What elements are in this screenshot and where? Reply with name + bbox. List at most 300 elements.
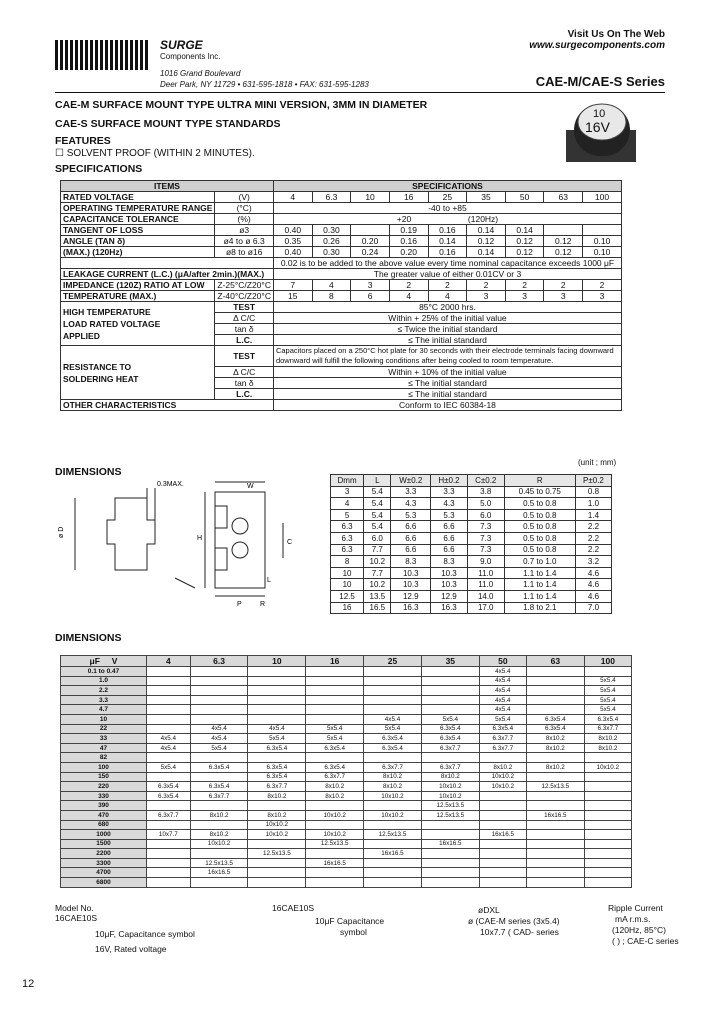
size-cell: 16x16.5 [421, 839, 479, 849]
size-cell [248, 705, 306, 715]
table-row [61, 791, 632, 801]
specifications-heading: SPECIFICATIONS [55, 163, 143, 175]
size-cell: 12.5x13.5 [190, 858, 248, 868]
size-cell: 4x5.4 [364, 714, 422, 724]
table-row [61, 705, 632, 715]
size-cell: 6.3x5.4 [248, 772, 306, 782]
table-row [61, 724, 632, 734]
drawing-label-p: P [237, 601, 242, 608]
voltage-header: 10 [248, 656, 306, 667]
size-cell [364, 878, 422, 888]
size-cell: 6.3x7.7 [479, 734, 526, 744]
voltage-header: 35 [421, 656, 479, 667]
voltage-header: 4 [147, 656, 191, 667]
size-cell: 8x10.2 [479, 762, 526, 772]
size-cell [584, 753, 631, 763]
size-cell: 6.3x5.4 [306, 762, 364, 772]
size-cell: 6.3x5.4 [364, 734, 422, 744]
size-cell: 6.3x7.7 [306, 772, 364, 782]
capacitance-cell: 4.7 [61, 705, 147, 715]
size-cell [147, 849, 191, 859]
legend-ripple-1: Ripple Current [608, 903, 663, 913]
size-cell: 8x10.2 [190, 810, 248, 820]
table-row [61, 878, 632, 888]
size-cell: 5x5.4 [584, 705, 631, 715]
size-cell: 5x5.4 [147, 762, 191, 772]
size-cell: 5x5.4 [306, 734, 364, 744]
size-cell: 8x10.2 [306, 791, 364, 801]
size-cell [190, 714, 248, 724]
capacitance-cell: 1000 [61, 830, 147, 840]
size-cell [190, 667, 248, 677]
size-cell [584, 878, 631, 888]
table-row [61, 714, 632, 724]
size-cell [364, 676, 422, 686]
table-row: 8 10.2 8.3 8.3 9.0 0.7 to 1.0 3.2 [331, 556, 612, 568]
size-cell: 6.3x5.4 [584, 714, 631, 724]
dimension-table: Dmm L W±0.2 H±0.2 C±0.2 R P±0.2 3 5.4 3.3 3.3 3.8 0.45 to 0.75 0.8 4 5.4 4.3 4.3 5.0 0.5 to 0.8 1.0 5 5.4 5.3 5.3 6.0 0.5 to 0.8 1.4 6.3 5.4 6.6 6.6 7.3 0.5 to 0.8 2.2 6.3 6.0 6.6 6.6 7.3 0.5 to 0.8 2.2 6.3 7.7 6.6 6.6 7.3 0.5 to 0.8 2.2 8 10.2 8.3 8.3 9.0 0.7 to 1.0 3.2 10 7.7 10.3 10.3 11.0 1.1 to 1.4 4.6 10 10.2 10.3 10.3 11.0 1.1 to 1.4 4.6 12.5 13.5 12.9 12.9 14.0 1.1 to 1.4 4.6 16 16.5 16.3 16.3 17.0 1.8 to 2.1 7.0 [330, 474, 612, 614]
size-cell [147, 858, 191, 868]
size-cell [190, 705, 248, 715]
size-cell: 6.3x5.4 [190, 762, 248, 772]
specifications-table [60, 180, 622, 411]
spec-header-specs: SPECIFICATIONS [273, 181, 621, 192]
size-cell: 6.3x5.4 [364, 743, 422, 753]
size-cell: 5x5.4 [248, 734, 306, 744]
table-row: 12.5 13.5 12.9 12.9 14.0 1.1 to 1.4 4.6 [331, 590, 612, 602]
size-cell: 8x10.2 [364, 782, 422, 792]
size-cell: 6.3x7.7 [479, 743, 526, 753]
row-tan-2: ANGLE (TAN δ) ø4 to ø 6.3 0.35 0.26 0.20 0.16 0.14 0.12 0.12 0.12 0.10 [61, 236, 622, 247]
size-cell: 6.3x7.7 [584, 724, 631, 734]
size-cell [364, 753, 422, 763]
size-cell: 4x5.4 [479, 705, 526, 715]
size-cell [584, 830, 631, 840]
size-cell: 6.3x7.7 [190, 791, 248, 801]
size-cell [526, 753, 584, 763]
size-cell [526, 667, 584, 677]
table-row [61, 830, 632, 840]
row-rs-dc: Δ C/C Within + 10% of the initial value [61, 367, 622, 378]
company-logo [55, 40, 150, 70]
table-row [61, 743, 632, 753]
unit-label: (unit ; mm) [578, 458, 617, 467]
table-row [61, 772, 632, 782]
row-rs-test: RESISTANCE TO SOLDERING HEAT TEST Capacitors placed on a 250°C hot plate for 30 seconds with their electrode terminals facing downward downward will fulfill the following conditions after being cooled to room temperature. [61, 346, 622, 367]
size-cell [248, 839, 306, 849]
capacitor-label-1: 10 [593, 108, 606, 120]
legend-capacitance: 10μF, Capacitance symbol [95, 929, 195, 939]
size-cell [248, 695, 306, 705]
size-cell [147, 676, 191, 686]
size-cell [248, 676, 306, 686]
table-row [61, 839, 632, 849]
features-heading: FEATURES [55, 135, 111, 147]
size-cell [306, 849, 364, 859]
size-cell [479, 820, 526, 830]
capacitance-cell: 100 [61, 762, 147, 772]
size-cell [526, 772, 584, 782]
size-cell [526, 839, 584, 849]
legend-ripple-4: ( ) ; CAE-C series [612, 936, 679, 946]
size-cell: 5x5.4 [306, 724, 364, 734]
row-ht-test: HIGH TEMPERATURE LOAD RATED VOLTAGE APPLIED TEST 85°C 2000 hrs. [61, 302, 622, 313]
size-cell: 6.3x5.4 [421, 734, 479, 744]
row-rated-voltage: RATED VOLTAGE (V) 4 6.3 10 16 25 35 50 63 100 [61, 192, 622, 203]
table-row [61, 667, 632, 677]
table-row [61, 820, 632, 830]
capacitance-cell: 0.1 to 0.47 [61, 667, 147, 677]
size-cell: 10x10.2 [479, 772, 526, 782]
size-cell [306, 676, 364, 686]
size-cell: 5x5.4 [584, 695, 631, 705]
size-cell: 16x16.5 [364, 849, 422, 859]
size-cell: 6.3x5.4 [526, 714, 584, 724]
size-cell [147, 695, 191, 705]
address-line-2: Deer Park, NY 11729 • 631-595-1818 • FAX: 631-595-1283 [160, 80, 369, 89]
size-cell [584, 810, 631, 820]
size-cell: 10x7.7 [147, 830, 191, 840]
table-row [61, 801, 632, 811]
size-cell [306, 801, 364, 811]
row-ht-lc: L.C. ≤ The initial standard [61, 335, 622, 346]
capacitance-cell: 4700 [61, 868, 147, 878]
size-cell [421, 858, 479, 868]
row-rs-lc: L.C. ≤ The initial standard [61, 389, 622, 400]
brand-name: SURGE [160, 38, 203, 52]
size-cell: 4x5.4 [147, 743, 191, 753]
table-row [61, 734, 632, 744]
table-row [61, 868, 632, 878]
table-row: 5 5.4 5.3 5.3 6.0 0.5 to 0.8 1.4 [331, 509, 612, 521]
size-cell: 12.5x13.5 [526, 782, 584, 792]
size-cell: 8x10.2 [526, 734, 584, 744]
row-tan-note: 0.02 is to be added to the above value every time nominal capacitance exceeds 1000 μF [61, 258, 622, 269]
legend-odxl: øDXL [478, 905, 500, 915]
size-cell: 8x10.2 [584, 743, 631, 753]
size-cell: 12.5x13.5 [421, 801, 479, 811]
size-cell [306, 667, 364, 677]
table-row: 6.3 7.7 6.6 6.6 7.3 0.5 to 0.8 2.2 [331, 544, 612, 556]
size-cell: 6.3x5.4 [248, 743, 306, 753]
size-cell: 4x5.4 [147, 734, 191, 744]
row-rs-tan: tan δ ≤ The initial standard [61, 378, 622, 389]
size-cell: 16x16.5 [190, 868, 248, 878]
dimension-drawing [55, 478, 325, 613]
drawing-label-d: ø D [58, 526, 65, 538]
size-cell [526, 849, 584, 859]
legend-rated-voltage: 16V, Rated voltage [95, 944, 167, 954]
size-cell [306, 705, 364, 715]
size-cell [306, 686, 364, 696]
size-cell: 6.3x7.7 [421, 743, 479, 753]
size-cell [526, 705, 584, 715]
size-cell [306, 868, 364, 878]
size-cell [479, 839, 526, 849]
row-ht-tan: tan δ ≤ Twice the initial standard [61, 324, 622, 335]
drawing-label-max: 0.3MAX. [157, 481, 184, 488]
size-cell [421, 686, 479, 696]
legend-example-2: 16CAE10S [272, 903, 315, 913]
legend-ripple-3: (120Hz, 85°C) [612, 925, 666, 935]
size-cell: 10x10.2 [584, 762, 631, 772]
size-cell [364, 820, 422, 830]
size-cell [526, 791, 584, 801]
size-cell [248, 667, 306, 677]
size-cell: 5x5.4 [584, 686, 631, 696]
size-cell: 5x5.4 [190, 743, 248, 753]
voltage-header: 25 [364, 656, 422, 667]
size-cell: 8x10.2 [306, 782, 364, 792]
capacitance-cell: 2.2 [61, 686, 147, 696]
size-cell [421, 676, 479, 686]
size-cell [306, 878, 364, 888]
size-cell [479, 810, 526, 820]
size-cell: 8x10.2 [190, 830, 248, 840]
size-cell [147, 839, 191, 849]
table-row [61, 686, 632, 696]
size-cell [479, 753, 526, 763]
size-cell: 6.3x7.7 [147, 810, 191, 820]
table-row: 6.3 6.0 6.6 6.6 7.3 0.5 to 0.8 2.2 [331, 532, 612, 544]
table-row: 4 5.4 4.3 4.3 5.0 0.5 to 0.8 1.0 [331, 498, 612, 510]
row-operating-temp: OPERATING TEMPERATURE RANGE (°C) -40 to +85 [61, 203, 622, 214]
size-cell [147, 820, 191, 830]
table-row [61, 858, 632, 868]
size-cell [147, 724, 191, 734]
size-cell [306, 753, 364, 763]
voltage-header: 100 [584, 656, 631, 667]
size-cell: 5x5.4 [421, 714, 479, 724]
size-cell [306, 714, 364, 724]
size-cell [248, 714, 306, 724]
row-ht-dc: Δ C/C Within + 25% of the initial value [61, 313, 622, 324]
capacitor-label-2: 16V [585, 119, 610, 135]
size-cell [248, 858, 306, 868]
size-cell [421, 868, 479, 878]
size-cell: 5x5.4 [584, 676, 631, 686]
size-cell: 8x10.2 [248, 810, 306, 820]
size-cell [190, 753, 248, 763]
size-cell [306, 695, 364, 705]
title-cae-m: CAE-M SURFACE MOUNT TYPE ULTRA MINI VERSION, 3MM IN DIAMETER [55, 99, 428, 111]
size-cell [479, 868, 526, 878]
drawing-label-c: C [287, 539, 293, 546]
size-cell: 6.3x5.4 [306, 743, 364, 753]
size-cell [421, 705, 479, 715]
legend-cae-m: ø (CAE-M series (3x5.4) [468, 916, 560, 926]
size-cell: 6.3x7.7 [364, 762, 422, 772]
size-cell [479, 801, 526, 811]
size-cell: 10x10.2 [248, 820, 306, 830]
size-cell: 12.5x13.5 [364, 830, 422, 840]
address-line-1: 1016 Grand Boulevard [160, 69, 241, 78]
size-cell: 16x16.5 [479, 830, 526, 840]
size-cell [248, 801, 306, 811]
title-cae-s: CAE-S SURFACE MOUNT TYPE STANDARDS [55, 118, 281, 130]
size-cell: 8x10.2 [421, 772, 479, 782]
voltage-header: 50 [479, 656, 526, 667]
capacitance-cell: 330 [61, 791, 147, 801]
size-cell: 6.3x5.4 [147, 782, 191, 792]
size-cell: 6.3x5.4 [248, 762, 306, 772]
table-row [61, 782, 632, 792]
size-cell [479, 878, 526, 888]
size-cell: 10x10.2 [190, 839, 248, 849]
size-cell: 12.5x13.5 [306, 839, 364, 849]
header-divider [55, 92, 665, 93]
row-impedance-2: TEMPERATURE (MAX.) Z-40°C/Z20°C 15 8 6 4 4 3 3 3 3 [61, 291, 622, 302]
size-cell [421, 820, 479, 830]
size-cell: 12.5x13.5 [421, 810, 479, 820]
capacitance-cell: 82 [61, 753, 147, 763]
size-cell: 10x10.2 [306, 810, 364, 820]
size-cell: 8x10.2 [526, 743, 584, 753]
size-cell [147, 772, 191, 782]
table-row: 6.3 5.4 6.6 6.6 7.3 0.5 to 0.8 2.2 [331, 521, 612, 533]
corner-cell: μF V [61, 656, 147, 667]
legend-capacitance-2b: symbol [340, 927, 367, 937]
drawing-label-h: H [197, 535, 203, 542]
size-cell: 4x5.4 [248, 724, 306, 734]
size-cell [479, 858, 526, 868]
size-cell [364, 858, 422, 868]
size-cell [526, 858, 584, 868]
size-cell [147, 667, 191, 677]
voltage-header: 6.3 [190, 656, 248, 667]
size-cell [306, 820, 364, 830]
size-cell [190, 820, 248, 830]
row-tan-3: (MAX.) (120Hz) ø8 to ø16 0.40 0.30 0.24 0.20 0.16 0.14 0.12 0.12 0.10 [61, 247, 622, 258]
company-name: Components Inc. [160, 52, 221, 61]
table-row [61, 753, 632, 763]
size-cell [526, 686, 584, 696]
size-cell: 8x10.2 [364, 772, 422, 782]
capacitance-cell: 33 [61, 734, 147, 744]
size-cell [147, 868, 191, 878]
table-row: 10 7.7 10.3 10.3 11.0 1.1 to 1.4 4.6 [331, 567, 612, 579]
voltage-header: 63 [526, 656, 584, 667]
size-cell: 5x5.4 [479, 714, 526, 724]
size-cell [190, 878, 248, 888]
size-cell: 6.3x5.4 [421, 724, 479, 734]
legend-ripple-2: mA r.m.s. [615, 914, 651, 924]
website-link[interactable]: www.surgecomponents.com [529, 40, 665, 51]
size-cell [364, 705, 422, 715]
size-cell [190, 695, 248, 705]
size-cell [584, 858, 631, 868]
capacitance-cell: 1.0 [61, 676, 147, 686]
dimensions-heading: DIMENSIONS [55, 466, 122, 478]
size-cell [147, 878, 191, 888]
size-cell [526, 801, 584, 811]
row-tan-1: TANGENT OF LOSS ø3 0.40 0.30 0.19 0.16 0.14 0.14 [61, 225, 622, 236]
size-cell [421, 878, 479, 888]
size-cell [248, 753, 306, 763]
capacitance-cell: 390 [61, 801, 147, 811]
size-cell: 6.3x5.4 [147, 791, 191, 801]
size-cell [364, 801, 422, 811]
capacitance-cell: 680 [61, 820, 147, 830]
size-cell: 10x10.2 [364, 791, 422, 801]
size-cell [364, 695, 422, 705]
size-cell: 5x5.4 [364, 724, 422, 734]
size-cell [190, 772, 248, 782]
size-cell: 4x5.4 [190, 734, 248, 744]
visit-text: Visit Us On The Web [567, 29, 665, 40]
drawing-label-w: W [247, 483, 254, 490]
capacitance-cell: 1500 [61, 839, 147, 849]
size-cell: 4x5.4 [479, 695, 526, 705]
size-cell [248, 878, 306, 888]
size-cell [190, 849, 248, 859]
size-cell: 4x5.4 [479, 686, 526, 696]
table-row [61, 810, 632, 820]
size-cell [584, 801, 631, 811]
row-cap-tolerance: CAPACITANCE TOLERANCE (%) +20 (120Hz) [61, 214, 622, 225]
size-cell [584, 849, 631, 859]
size-cell: 8x10.2 [526, 762, 584, 772]
size-cell [526, 830, 584, 840]
row-other: OTHER CHARACTERISTICS Conform to IEC 60384-18 [61, 400, 622, 411]
size-cell [479, 791, 526, 801]
table-row: 16 16.5 16.3 16.3 17.0 1.8 to 2.1 7.0 [331, 602, 612, 614]
size-cell: 10x10.2 [248, 830, 306, 840]
size-cell: 8x10.2 [584, 734, 631, 744]
size-cell: 4x5.4 [190, 724, 248, 734]
size-cell [479, 849, 526, 859]
size-cell [421, 753, 479, 763]
legend-model: Model No. [55, 903, 94, 913]
size-cell: 10x10.2 [364, 810, 422, 820]
size-cell [421, 667, 479, 677]
size-cell [584, 868, 631, 878]
table-row: 3 5.4 3.3 3.3 3.8 0.45 to 0.75 0.8 [331, 486, 612, 498]
capacitance-cell: 3300 [61, 858, 147, 868]
size-cell: 6.3x5.4 [479, 724, 526, 734]
size-cell [526, 878, 584, 888]
capacitor-image [560, 100, 645, 165]
size-cell [364, 868, 422, 878]
size-cell [364, 667, 422, 677]
size-cell: 8x10.2 [248, 791, 306, 801]
size-cell [147, 801, 191, 811]
size-cell: 16x16.5 [306, 858, 364, 868]
size-cell: 10x10.2 [479, 782, 526, 792]
size-cell: 6.3x5.4 [190, 782, 248, 792]
size-cell [364, 839, 422, 849]
drawing-label-r: R [260, 601, 266, 608]
size-cell [190, 676, 248, 686]
capacitance-cell: 22 [61, 724, 147, 734]
capacitance-cell: 10 [61, 714, 147, 724]
table-row [61, 695, 632, 705]
drawing-label-l: L [267, 577, 271, 584]
capacitance-cell: 47 [61, 743, 147, 753]
size-cell [147, 686, 191, 696]
legend-example: 16CAE10S [55, 913, 98, 923]
capacitance-cell: 6800 [61, 878, 147, 888]
size-cell: 10x10.2 [421, 782, 479, 792]
size-cell [526, 676, 584, 686]
size-cell [364, 686, 422, 696]
legend-cad: 10x7.7 ( CAD- series [480, 927, 559, 937]
voltage-header: 16 [306, 656, 364, 667]
size-cell: 16x16.5 [526, 810, 584, 820]
size-cell [248, 686, 306, 696]
spec-header-items: ITEMS [61, 181, 274, 192]
table-row [61, 676, 632, 686]
